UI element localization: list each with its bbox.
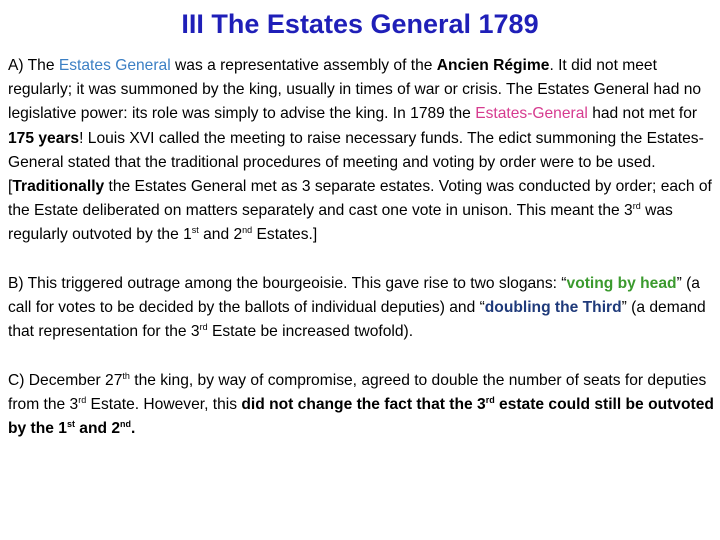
text-run: Estates.] [252, 226, 318, 244]
slide-title: III The Estates General 1789 [181, 9, 539, 39]
text-run: and 2 [198, 226, 243, 244]
text-run: B) This triggered outrage among the bourgeoisie. This gave rise to two slogans: “ [8, 274, 567, 292]
text-run: ” (a call for votes to be decided by the ballots of individual deputies) and “ [8, 274, 700, 317]
slogan-doubling-the-third: doubling the Third [484, 299, 622, 317]
ordinal-suffix: rd [199, 322, 208, 333]
term-estates-general-hyphen: Estates-General [475, 105, 588, 123]
text-run: did not change the fact that the 3 [241, 395, 486, 413]
ordinal-suffix: st [191, 225, 199, 236]
text-run: was a representative assembly of the [170, 57, 437, 74]
slogan-voting-by-head: voting by head [566, 274, 677, 292]
text-run: A) The [8, 57, 59, 74]
text-run: was regularly outvoted by the 1 [8, 202, 673, 244]
slide-body [8, 54, 714, 465]
emphasis-traditionally: Traditionally [12, 178, 105, 196]
emphasis-175-years: 175 years [8, 129, 80, 147]
text-run: Estate be increased twofold). [207, 323, 414, 341]
text-run: the Estates General met as 3 separate estates. Voting was conducted by order; each of the Estate deliberated on matters separately and cast one vote in unison. This meant the 3 [8, 178, 712, 220]
text-run: estate could still be outvoted by the 1 [8, 395, 714, 438]
ordinal-suffix: nd [242, 225, 253, 236]
term-ancien-regime: Ancien Régime [436, 57, 550, 74]
text-run: C) December 27 [8, 371, 123, 389]
term-estates-general: Estates General [58, 57, 171, 74]
text-run: . [131, 420, 136, 438]
text-run: had not met for [587, 105, 698, 123]
text-run: and 2 [74, 420, 121, 438]
paragraph-b [8, 272, 714, 345]
text-run: . It did not meet regularly; it was summoned by the king, usually in times of war or crisis. The Estates General had no legislative power: its role was simply to advise the king. In 1789 the [8, 57, 702, 123]
ordinal-suffix: nd [120, 419, 132, 430]
text-run: ! Louis XVI called the meeting to raise necessary funds. The edict summoning the Estates-General stated that the traditional procedures of meeting and voting by order were to be used. [ [8, 129, 704, 196]
paragraph-c [8, 369, 714, 442]
text-run: ” (a demand that representation for the 3 [8, 299, 706, 341]
ordinal-suffix: th [122, 370, 130, 381]
ordinal-suffix: rd [632, 201, 641, 212]
paragraph-a [8, 54, 714, 248]
text-run: Estate. However, this [86, 395, 242, 413]
text-run: the king, by way of compromise, agreed to double the number of seats for deputies from the 3 [8, 371, 707, 413]
ordinal-suffix: st [66, 419, 75, 430]
ordinal-suffix: rd [485, 394, 495, 405]
ordinal-suffix: rd [78, 394, 87, 405]
